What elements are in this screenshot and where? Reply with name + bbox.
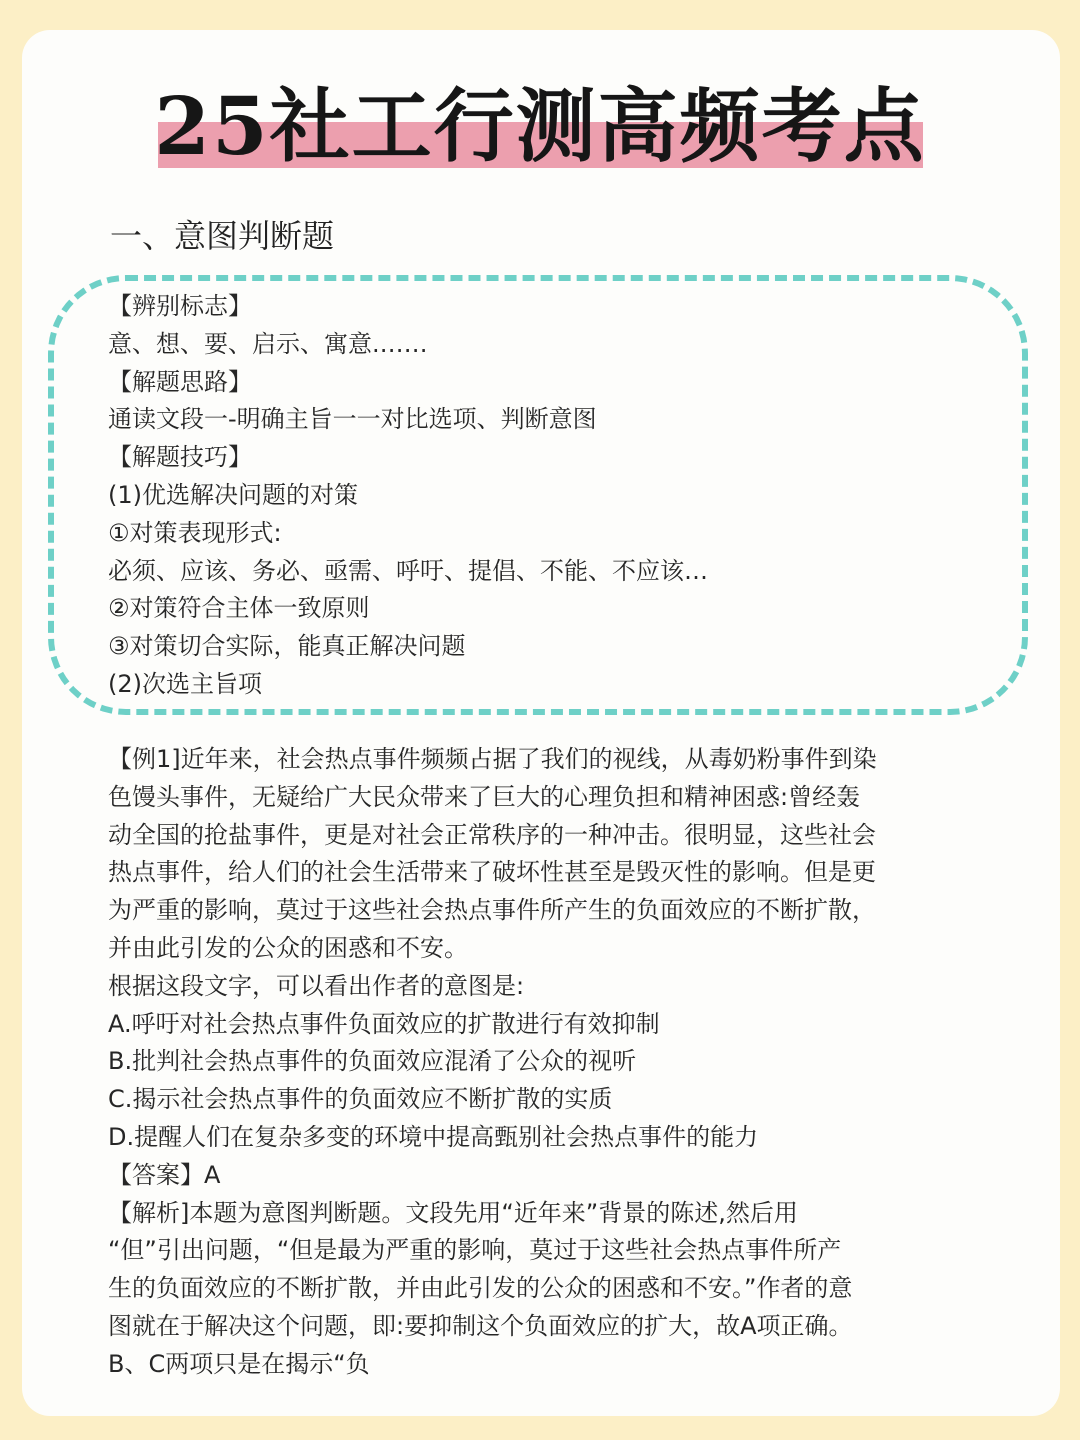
example-line: 为严重的影响，莫过于这些社会热点事件所产生的负面效应的不断扩散， bbox=[108, 896, 876, 925]
tips-line: (1)优选解决问题的对策 bbox=[108, 480, 358, 509]
title-block bbox=[0, 78, 1080, 178]
question-prompt: 根据这段文字，可以看出作者的意图是: bbox=[108, 971, 525, 1000]
example-line: 【例1]近年来，社会热点事件频频占据了我们的视线，从毒奶粉事件到染 bbox=[108, 745, 877, 773]
analysis-line: 图就在于解决这个问题，即:要抑制这个负面效应的扩大，故A项正确。 bbox=[108, 1311, 853, 1340]
option-a: A.呼吁对社会热点事件负面效应的扩散进行有效抑制 bbox=[108, 1009, 660, 1038]
answer-line: 【答案】A bbox=[108, 1160, 221, 1189]
tips-line: ①对策表现形式: bbox=[108, 518, 282, 547]
example-block bbox=[108, 741, 978, 1384]
example-line: 色馒头事件，无疑给广大民众带来了巨大的心理负担和精神困惑:曾经轰 bbox=[108, 782, 861, 811]
option-d: D.提醒人们在复杂多变的环境中提高甄别社会热点事件的能力 bbox=[108, 1122, 759, 1151]
analysis-line: B、C两项只是在揭示“负 bbox=[108, 1349, 370, 1378]
tips-line: ②对策符合主体一致原则 bbox=[108, 594, 370, 623]
tips-line: 通读文段一-明确主旨一一对比选项、判断意图 bbox=[108, 405, 597, 434]
example-line: 热点事件，给人们的社会生活带来了破坏性甚至是毁灭性的影响。但是更 bbox=[108, 858, 876, 887]
page-title: 25社工行测高频考点 bbox=[154, 79, 926, 173]
tips-line: 【解题思路】 bbox=[108, 367, 252, 396]
option-c: C.揭示社会热点事件的负面效应不断扩散的实质 bbox=[108, 1085, 613, 1114]
analysis-line: “但”引出问题，“但是最为严重的影响，莫过于这些社会热点事件所产 bbox=[108, 1236, 842, 1265]
tips-line: (2)次选主旨项 bbox=[108, 669, 262, 698]
tips-line: 意、想、要、启示、寓意.…… bbox=[108, 329, 428, 358]
tips-line: ③对策切合实际，能真正解决问题 bbox=[108, 632, 466, 661]
tips-line: 【辨别标志】 bbox=[108, 292, 252, 320]
tips-content bbox=[108, 288, 1008, 704]
analysis-line: 【解析]本题为意图判断题。文段先用“近年来”背景的陈述,然后用 bbox=[108, 1198, 798, 1227]
example-line: 并由此引发的公众的困惑和不安。 bbox=[108, 933, 468, 962]
example-line: 动全国的抢盐事件，更是对社会正常秩序的一种冲击。很明显，这些社会 bbox=[108, 820, 876, 849]
option-b: B.批判社会热点事件的负面效应混淆了公众的视听 bbox=[108, 1047, 637, 1076]
tips-line: 必须、应该、务必、亟需、呼吁、提倡、不能、不应该… bbox=[108, 556, 708, 585]
analysis-line: 生的负面效应的不断扩散，并由此引发的公众的困惑和不安。”作者的意 bbox=[108, 1274, 853, 1303]
tips-line: 【解题技巧】 bbox=[108, 443, 252, 472]
section-heading: 一、意图判断题 bbox=[110, 217, 335, 255]
